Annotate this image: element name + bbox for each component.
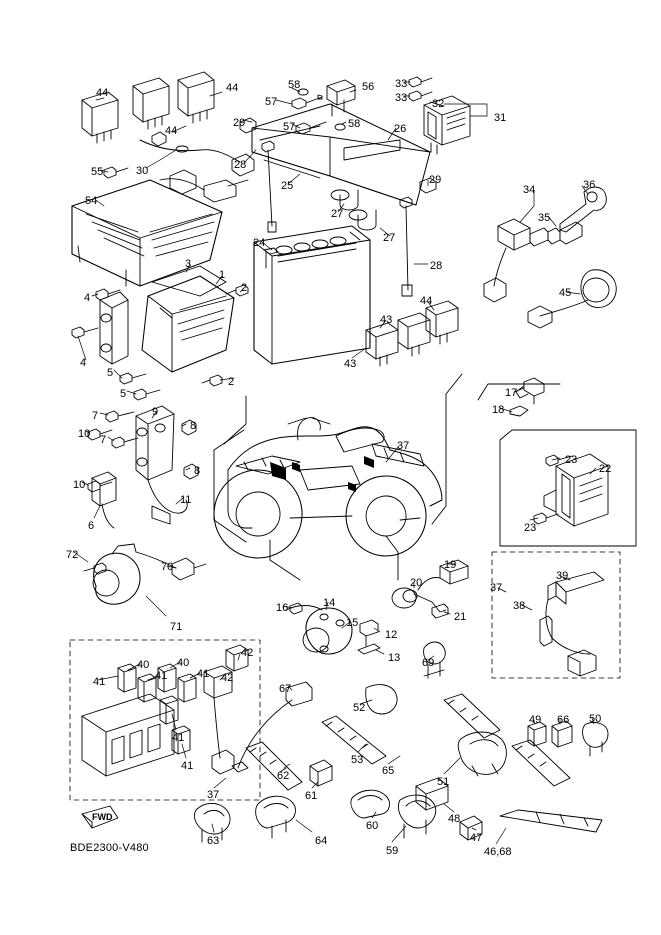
callout-number: 41 [197, 668, 210, 680]
callout-number: 7 [92, 410, 99, 422]
callout-number: 27 [331, 208, 344, 220]
callout-number: 64 [315, 835, 328, 847]
callout-number: 9 [152, 406, 159, 418]
callout-number: 56 [362, 81, 375, 93]
callout-number: 10 [73, 479, 86, 491]
callout-number: 38 [513, 600, 526, 612]
callout-number: 15 [346, 617, 359, 629]
callout-number: 22 [599, 463, 612, 475]
callout-number: 26 [394, 123, 407, 135]
callout-number: 42 [241, 647, 254, 659]
callout-number: 44 [165, 125, 178, 137]
callout-number: 8 [194, 465, 201, 477]
callout-number: 61 [305, 790, 318, 802]
callout-number: 69 [422, 657, 435, 669]
callout-number: 41 [181, 760, 194, 772]
callout-number: 33 [395, 92, 408, 104]
callout-number: 29 [429, 174, 442, 186]
callout-number: 39 [556, 570, 569, 582]
callout-number: 41 [172, 732, 185, 744]
callout-number: 66 [557, 714, 570, 726]
callout-number: 27 [383, 232, 396, 244]
callout-number: 18 [492, 404, 505, 416]
callout-number: 33 [395, 78, 408, 90]
callout-number: 59 [386, 845, 399, 857]
callout-number: 5 [107, 367, 114, 379]
callout-number: 42 [221, 672, 234, 684]
callout-number: 57 [283, 121, 296, 133]
callout-number: 31 [494, 112, 507, 124]
callout-number: 11 [180, 494, 192, 506]
callout-number: 34 [523, 184, 536, 196]
callout-number: 37 [207, 789, 220, 801]
callout-number: 41 [155, 670, 168, 682]
callout-number: 48 [448, 813, 461, 825]
callout-number: 13 [388, 652, 401, 664]
callout-number: 21 [454, 611, 467, 623]
callout-number: 63 [207, 835, 220, 847]
callout-number: 7 [100, 434, 107, 446]
callout-number: 71 [170, 621, 183, 633]
callout-number: 37 [397, 440, 410, 452]
callout-number: 29 [233, 117, 246, 129]
callout-number: 8 [190, 420, 197, 432]
callout-number: 19 [444, 559, 457, 571]
callout-number: 44 [226, 82, 239, 94]
callout-number: 35 [538, 212, 551, 224]
callout-number: 57 [265, 96, 278, 108]
callout-number: 53 [351, 754, 364, 766]
callout-number: 4 [80, 357, 87, 369]
callout-number: 47 [470, 832, 483, 844]
callout-number: 17 [505, 387, 518, 399]
callout-number: 6 [88, 520, 95, 532]
callout-number: 1 [219, 269, 226, 281]
callout-number: 45 [559, 287, 572, 299]
callout-number: 30 [136, 165, 149, 177]
callout-number: 50 [589, 713, 602, 725]
callout-number: 65 [382, 765, 395, 777]
callout-number: 40 [137, 659, 150, 671]
callout-number: 44 [420, 295, 433, 307]
callout-number: 70 [161, 561, 174, 573]
callout-number: 40 [177, 657, 190, 669]
callout-number: 52 [353, 702, 366, 714]
callout-number: 10 [78, 428, 91, 440]
callout-number: 23 [524, 522, 537, 534]
callout-number: 4 [84, 292, 91, 304]
callout-number: 43 [344, 358, 357, 370]
callout-number: 14 [323, 597, 336, 609]
callout-number: 36 [583, 179, 596, 191]
callout-number: 20 [410, 577, 423, 589]
callout-number: 32 [432, 98, 445, 110]
callout-number: 28 [234, 159, 247, 171]
callout-number: 58 [288, 79, 301, 91]
callout-number: 58 [348, 118, 361, 130]
callout-number: 25 [281, 180, 294, 192]
callout-number: 54 [85, 195, 98, 207]
callout-number: 2 [228, 376, 235, 388]
callout-number: 46,68 [484, 846, 512, 858]
callout-number: 60 [366, 820, 379, 832]
callout-number: 28 [430, 260, 443, 272]
callout-number: 62 [277, 770, 290, 782]
callout-number: 49 [529, 714, 542, 726]
callout-number: 24 [253, 237, 266, 249]
callout-number: 12 [385, 629, 398, 641]
part-code: BDE2300-V480 [70, 842, 149, 854]
callout-number: 43 [380, 314, 393, 326]
callout-number: 5 [120, 388, 127, 400]
fwd-label: FWD [92, 812, 113, 822]
callout-number: 3 [185, 258, 192, 270]
callout-number: 37 [490, 582, 503, 594]
callout-number: 44 [96, 87, 109, 99]
callout-number: 16 [276, 602, 289, 614]
callout-number: 23 [565, 454, 578, 466]
callout-number: 67 [279, 683, 292, 695]
callout-number: 72 [66, 549, 79, 561]
callout-number: 55 [91, 166, 104, 178]
callout-number: 2 [241, 282, 248, 294]
callout-number: 41 [93, 676, 106, 688]
callout-number: 51 [437, 776, 450, 788]
